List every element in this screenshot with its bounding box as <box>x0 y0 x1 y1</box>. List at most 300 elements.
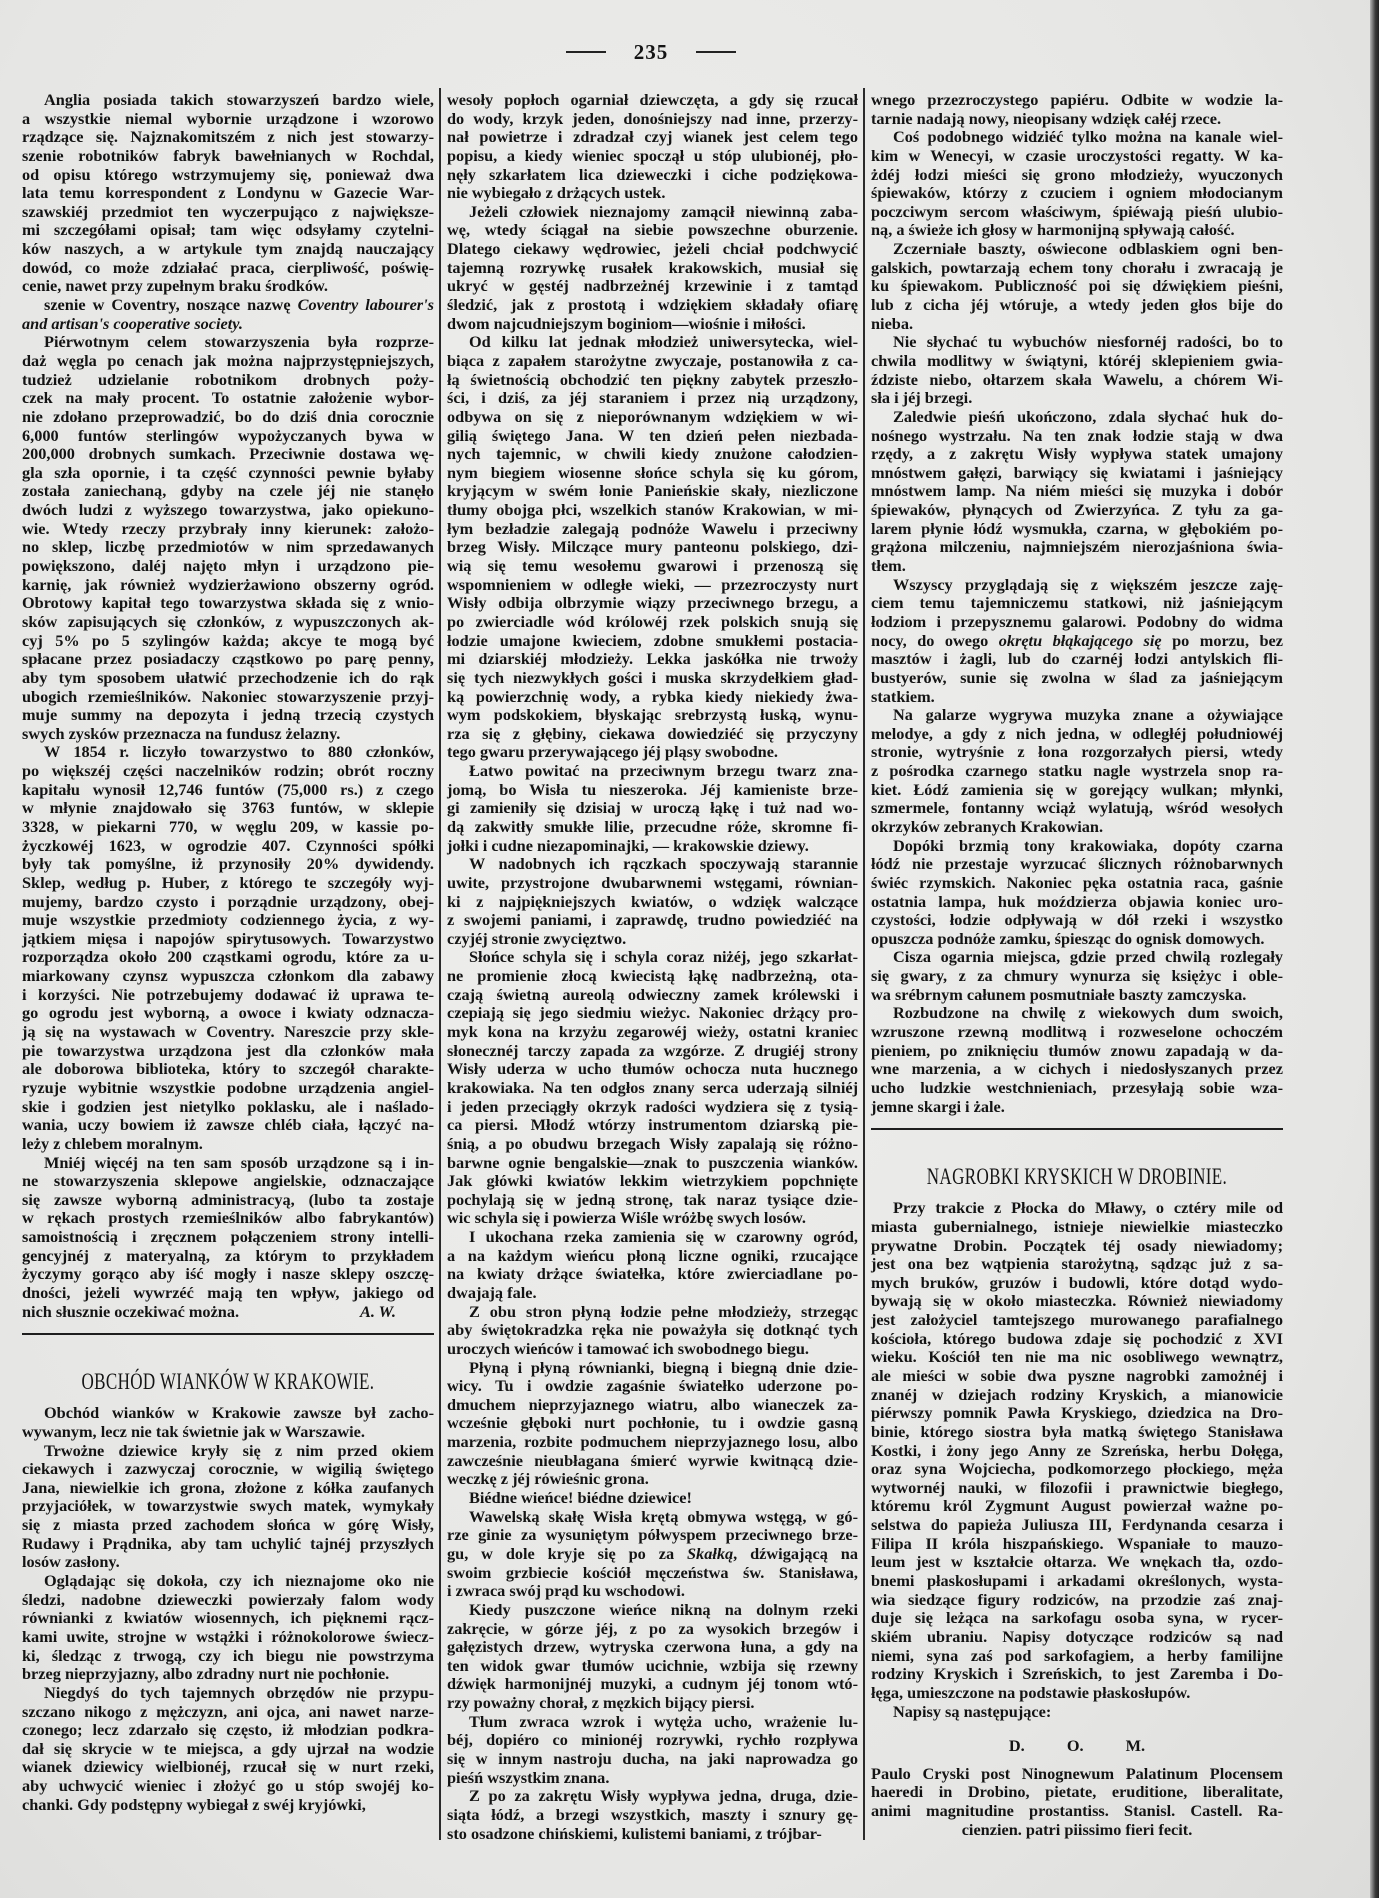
text-line: w młynie znajdowało się 3763 funtów, w sklepie <box>22 798 434 818</box>
text-line: bustyerów, sunie się zwolna w ślad za jaśniejącym <box>871 667 1283 687</box>
text-line: Cisza ogarnia miejsca, gdzie przed chwilą rozlegały <box>893 947 1283 967</box>
text-line: jest założyciel tamtejszego murowanego parafialnego <box>871 1310 1283 1330</box>
text-line: 3328, w piekarni 770, w węglu 209, w kassie po- <box>22 816 434 836</box>
text-line: poczciwym sercom właściwym, śpiéwają pieśń ulubio- <box>871 201 1283 221</box>
paragraph <box>871 1199 1283 1702</box>
text-line: nał powietrze i zdradzał czyj wianek jest celem tego <box>447 127 858 147</box>
text-line: Słońce schyla się i schyla coraz niżéj, jego szkarłat- <box>469 947 858 967</box>
text-line: ździste niebo, ołtarzem skała Wawelu, a chórem Wi- <box>871 369 1283 389</box>
text-line: kryjącym w swém łonie Panieńskie skały, niezliczone <box>447 481 858 501</box>
text-line: no sklep, liczbę przedmiotów w nim sprzedawanych <box>22 537 434 557</box>
article-title-text: OBCHÓD WIANKÓW W KRAKOWIE. <box>81 1369 375 1395</box>
text-line: siąta łódź, a brzegi wszystkich, maszty i sznury gę- <box>447 1804 858 1824</box>
latin-inscription <box>871 1737 1283 1839</box>
text-line: wnego przezroczystego papiéru. Odbite w wodzie la- <box>871 90 1283 109</box>
text-line: z swojemi paniami, i zaprawdę, trudno powiedziéć na <box>447 910 858 930</box>
text-line: biąca z zapałem starożytne zwyczaje, postanowiła z ca- <box>447 350 858 370</box>
text-line: rze ginie za wysuniętym półwyspem przeciwnego brze- <box>447 1525 858 1545</box>
text-line: czystości, łodzie odpływają w dół rzeki i wszystko <box>871 910 1283 930</box>
text-line: cenie, nawet przy zupełnym braku środków. <box>22 276 328 296</box>
article-block <box>871 91 1283 1116</box>
text-line: wne marzenia, a w cichych i niedosłyszanych przez <box>871 1059 1283 1079</box>
text-line: wania, uczy bowiem iż zawsze chléb ciała, łączyć na- <box>22 1115 434 1135</box>
text-line: nym biegiem wiosenne słońce schyla się ku górom, <box>447 462 858 482</box>
text-line: ostatnia lampa, huk moździerza objawia koniec uro- <box>871 891 1283 911</box>
text-line: jątkiem mięsa i napojów spirytusowych. Towarzystwo <box>22 928 434 948</box>
text-line: gla szła opornie, i ta część czynności pewnie byłaby <box>22 462 434 482</box>
article-separator-rule <box>22 1333 434 1335</box>
text-line: swych zysków przeznacza na fundusz żelazny. <box>22 723 341 743</box>
paragraph <box>447 1228 858 1303</box>
text-line: wytwornéj nauki, w filozofii i prawnictwie biegłego, <box>871 1477 1283 1497</box>
text-line: Biédne wieńce! biédne dziewice! <box>469 1488 692 1508</box>
text-line: znanéj w dziejach rodziny Kryskich, a mianowicie <box>871 1384 1283 1404</box>
text-line: a na każdym wieńcu płoną liczne ogniki, rzucające <box>447 1245 858 1265</box>
text-line: rza się z głębiny, ciekawa dowiedziéć się przyczyny <box>447 723 858 743</box>
paragraph <box>22 743 434 1153</box>
text-line <box>22 296 434 315</box>
text-line: Obrotowy kapitał tego towarzystwa składa się z wnio- <box>22 593 434 613</box>
text-line: kim w Wenecyi, w czasie uroczystości regatty. W ka- <box>871 145 1283 165</box>
text-line: tarnie nadają nowy, nieopisany wdzięk całéj rzece. <box>871 108 1222 128</box>
text-line: czek na mały procent. To ostatnie założenie wybor- <box>22 388 434 408</box>
text-line: ciekawych i zazwyczaj corocznie, w wigilią świętego <box>22 1459 434 1479</box>
text-line: Płyną i płyną równianki, biegną i biegną dnie dzie- <box>469 1357 858 1377</box>
text-segment: nocy, do owego <box>871 630 999 650</box>
paragraph <box>22 296 434 333</box>
text-line: béj, dopiéro co minionéj rozrywki, rychło rozpływa <box>447 1730 858 1750</box>
text-line: uwite, przystrojone dwubarwnemi wstęgami, równian- <box>447 872 858 892</box>
text-line: na kwiaty drżące światełka, które zwierciadlane po- <box>447 1264 858 1284</box>
text-line: ale mieści w sobie dwa pyszne nagrobki zamożnéj i <box>871 1366 1283 1385</box>
text-line: żdéj łodzi mieści się grono młodzieży, wyuczonych <box>871 164 1283 184</box>
text-line: śpiewaków, płynących od Zwierzyńca. Z tyłu za ga- <box>871 500 1283 520</box>
text-line: spłacane przez posiadaczy cząstkowo po parę penny, <box>22 649 434 669</box>
paragraph <box>447 1601 858 1713</box>
text-line: czają świetną aureolą odwieczny zamek królewski i <box>447 984 858 1004</box>
paragraph <box>447 762 858 855</box>
text-line: Wisły uderza w ucho tłumów ochocza nuta hucznego <box>447 1059 858 1079</box>
text-line: ne promienie złocą kwiecistą łąkę nadbrzeżną, ota- <box>447 966 858 986</box>
page-number-dash-right <box>696 51 736 53</box>
text-line: piérwszy pomnik Pawła Kryskiego, dziedzica na Dro- <box>871 1403 1283 1423</box>
text-line: cyj 5% po 5 szylingów każda; akcye te mogą być <box>22 630 434 650</box>
text-line: Anglia posiada takich stowarzyszeń bardzo wiele, <box>44 90 434 109</box>
text-line: okrzyków zebranych Krakowian. <box>871 816 1104 836</box>
text-line: pie towarzystwa urządzona jest dla członków mała <box>22 1040 434 1060</box>
text-line: opuszcza podnóże zamku, śpiesząc do ognisk domowych. <box>871 928 1265 948</box>
text-line: nie zdołano przeprowadzić, bo do dziś dnia corocznie <box>22 406 434 426</box>
column-divider <box>863 88 865 1840</box>
paragraph <box>447 91 858 203</box>
text-line: leży z chlebem moralnym. <box>22 1133 203 1153</box>
text-line: pieniem, po zniknięciu tłumów znowu zapadają w da- <box>871 1040 1283 1060</box>
text-line: wym podskokiem, błyskając srebrzystą łuską, wynu- <box>447 705 858 725</box>
text-line: mujemy, bardzo czysto i porządnie urządzony, obej- <box>22 891 434 911</box>
text-line: melodye, a gdy z nich jedna, w odległéj południowéj <box>871 723 1283 743</box>
text-line: mych bruków, gruzów i budowli, które dotąd wydo- <box>871 1272 1283 1292</box>
paragraph <box>871 240 1283 333</box>
text-line: życzymy gorąco aby iść mogły i nasze sklepy oszczę- <box>22 1264 434 1284</box>
text-line: i korzyści. Nie potrzebujemy dodawać iż uprawa te- <box>22 984 434 1004</box>
text-line: Przy trakcie z Płocka do Mławy, o cztéry mile od <box>893 1198 1283 1218</box>
text-line: sto osadzone chińskiemi, kulistemi baniami, z trójbar- <box>447 1823 822 1843</box>
text-line: Wszyscy przyglądają się z większém jeszcze zaję- <box>893 574 1283 594</box>
text-line: gi zamieniły się dzisiaj w uroczą łąkę i tuż nad wo- <box>447 798 858 818</box>
paragraph <box>871 706 1283 836</box>
text-line: były tak pomyślne, iż przynosiły 20% dywidendy. <box>22 854 434 874</box>
text-line: miarkowany czynsz wypuszcza członkom dla zabawy <box>22 966 434 986</box>
text-line: śledzić, jak z prostotą i wdziękiem składały ofiarę <box>447 295 858 315</box>
text-line: czepiają się jego siedmiu wieżyc. Nakoniec drżący pro- <box>447 1003 858 1023</box>
page-edge-shadow <box>1370 0 1379 1898</box>
text-line: ku śpiewakom. Publiczność poi się dźwiękiem pieśni, <box>871 276 1283 296</box>
inscription-line: cienzien. patri piissimo fieri fecit. <box>961 1819 1193 1839</box>
page-number-dash-left <box>566 51 606 53</box>
text-line: wic schyla się i powierza Wiśle wróżbę swych losów. <box>447 1208 806 1228</box>
column-right <box>871 91 1283 1839</box>
text-line: swoim grzbiecie kościół męczeństwa św. Stanisława, <box>447 1562 858 1582</box>
text-line: Zczerniałe baszty, oświecone odblaskiem ogni ben- <box>893 239 1283 259</box>
text-line: zawcześnie nieubłagana śmierć wyrwie kwitnącą dzie- <box>447 1450 858 1470</box>
paragraph <box>22 1442 434 1572</box>
text-line: łodzie umajone kwieciem, zdobne smukłemi postacia- <box>447 630 858 650</box>
text-line: łódź nie przestaje wyrzucać ślicznych różnobarwnych <box>871 854 1283 874</box>
text-line: szczano nikogo z mężczyzn, ani ojca, ani nawet narze- <box>22 1701 434 1721</box>
italic-text: okrętu błąkającego się <box>998 630 1162 650</box>
text-segment: gu, w dole kryje się po za <box>447 1543 687 1563</box>
text-line: skie i godzien jest nietylko poklasku, ale i naślado- <box>22 1096 434 1116</box>
text-line: Dlatego ciekawy wędrowiec, jeżeli chciał podchwycić <box>447 239 858 259</box>
text-line: czyjéj stronie zwycięztwo. <box>447 928 627 948</box>
text-line: wianek dziewicy wielbionéj, rzucał się w nurt rzeki, <box>22 1757 434 1777</box>
text-segment: szenie w Coventry, noszące nazwę <box>44 295 298 315</box>
paragraph <box>871 1004 1283 1116</box>
text-line: ten widok gwar tłumów ucichnie, wzbija się rzewny <box>447 1655 858 1675</box>
inscription-heading: D. O. M. <box>1008 1736 1146 1756</box>
text-line: szmermele, fontanny wciąż wylatują, wśród wesołych <box>871 798 1283 818</box>
text-line: miasta gubernialnego, istnieje niewielkie miasteczko <box>871 1216 1283 1236</box>
text-line: skiém ubraniu. Napisy dotyczące rodziców są nad <box>871 1626 1283 1646</box>
author-signature: A. W. <box>359 1301 396 1321</box>
text-line: szenie robotników fabryk bawełnianych w Rochdal, <box>22 145 434 165</box>
text-line: życzkowéj 1623, w ogrodzie 407. Czynności spółki <box>22 835 434 855</box>
text-line: gilią świętego Jana. W ten dzień pełen niezbada- <box>447 425 858 445</box>
text-line: tudzież udzielanie robotnikom drobnych poży- <box>22 369 434 389</box>
article-block <box>447 91 858 1843</box>
italic-text: Coventry labourer's <box>297 295 434 315</box>
text-line: świéc rzymskich. Nakoniec pęka ostatnia raca, gaśnie <box>871 872 1283 892</box>
text-line: szawskiéj przedmiot ten wyczerpująco z największe- <box>22 201 434 221</box>
text-line: i jeden przeciągły okrzyk radości wydziera się z tysią- <box>447 1096 858 1116</box>
text-line: wspomnieniem w odległe wieki, — przezroczysty nurt <box>447 574 858 594</box>
text-line: duje się leżąca na sarkofagu osoba syna, w rycer- <box>871 1608 1283 1628</box>
text-line: wa srébrnym całunem posmutniałe baszty zamczyska. <box>871 984 1247 1004</box>
text-line: z pośrodka czarnego statku nagle wystrzela snop ra- <box>871 761 1283 781</box>
paragraph <box>22 1404 434 1441</box>
text-line: tego gwaru przerywającego jéj pląsy swobodne. <box>447 742 778 762</box>
text-line: wę, wtedy ściągał na siebie powszechne oburzenie. <box>447 220 858 240</box>
paragraph <box>22 333 434 743</box>
paragraph <box>871 91 1283 128</box>
text-line: samoistnością i zręcznem połączeniem strony intelli- <box>22 1227 434 1247</box>
text-line: barwne ognie bengalskie—znak to puszczenia wianków. <box>447 1152 858 1172</box>
paragraph <box>22 1684 434 1814</box>
text-line: kapitału wynosił 12,746 funtów (75,000 rs.) z czego <box>22 779 434 799</box>
text-line: przyjaciółek, w towarzystwie swych matek, wymykały <box>22 1496 434 1516</box>
text-line: dowód, co może zdziałać praca, cierpliwość, poświę- <box>22 257 434 277</box>
text-line: Oglądając się dokoła, czy ich nieznajome oko nie <box>44 1571 434 1591</box>
text-line: karnię, jak również wydzierżawiono obszerny ogród. <box>22 574 434 594</box>
text-line: lub z cicha jéj wtóruje, a wtedy jeden głos bije do <box>871 295 1283 315</box>
text-line: brzeg nieprzyjazny, albo zdradny nurt nie pochłonie. <box>22 1664 390 1684</box>
text-line: jołki i cudne niezapominajki, — krakowskie dziewy. <box>447 835 809 855</box>
column-middle <box>447 91 858 1843</box>
text-line: Napisy są następujące: <box>893 1701 1052 1721</box>
text-line: dności, jeżeli wywrzéć mają ten wpływ, jakiego od <box>22 1283 434 1302</box>
text-line: ków naszych, a w artykule tym znajdą nauczający <box>22 239 434 259</box>
text-line: Coś podobnego widziéć tylko można na kanale wiel- <box>893 127 1283 147</box>
paragraph <box>447 1713 858 1788</box>
text-line: się z miasta przed zachodem słońca w górę Wisły, <box>22 1515 434 1535</box>
text-line: galskich, powtarzają echem tony chorału i zwracają je <box>871 257 1283 277</box>
paragraph <box>447 855 858 948</box>
article-title-text: NAGROBKI KRYSKICH W DROBINIE. <box>926 1164 1228 1190</box>
paragraph <box>447 333 858 762</box>
text-line: dwajają fale. <box>447 1283 537 1302</box>
text-line: masztów i żagli, lub do czarnéj łodzi antylskich fli- <box>871 649 1283 669</box>
text-line: wicy. Tu i owdzie zagaśnie światełko uderzone po- <box>447 1376 858 1396</box>
article-separator-rule <box>871 1128 1283 1130</box>
text-line: Tłum zwraca wzrok i wytęża ucho, wrażenie lu- <box>469 1711 858 1731</box>
text-line: po zwierciadle wód królowéj rzek polskich snują się <box>447 611 858 631</box>
text-line: gałęzistych drzew, wytryska czerwona łuna, a gdy na <box>447 1637 858 1657</box>
text-line: została zaniechaną, gdyby na czele jéj nie stanęło <box>22 481 434 501</box>
article-title <box>22 1369 434 1395</box>
text-line: Piérwotnym celem stowarzyszenia była rozprze- <box>44 332 434 352</box>
text-line: dźwięk harmonijnéj muzyki, a cudnym jéj tonom wtó- <box>447 1674 858 1694</box>
text-line: gencyjnéj z materyalną, za którym to przykładem <box>22 1245 434 1265</box>
text-line: bnemi płaskosłupami i arkadami określonych, wysta- <box>871 1571 1283 1591</box>
text-line: do wody, krzyk jeden, donośniejszy nad inne, przerzy- <box>447 108 858 128</box>
text-line: Od kilku lat jednak młodzież uniwersytecka, wiel- <box>469 332 858 352</box>
text-line: Kostki, i żony jego Anny ze Szreńska, herbu Dołęga, <box>871 1440 1283 1460</box>
text-line: któremu król Zygmunt August powierzał ważne po- <box>871 1496 1283 1516</box>
text-line: mnóstwem lamp. Na niém mieści się muzyka i dobór <box>871 481 1283 501</box>
text-line: od opisu którego wstrzymujemy się, ponieważ dwa <box>22 164 434 184</box>
text-line: 200,000 drobnych sumkach. Przeciwnie dostawa wę- <box>22 444 434 464</box>
text-line: Z obu stron płyną łodzie pełne młodzieży, strzegąc <box>469 1301 858 1321</box>
text-line: chwila modlitwy w świątyni, któréj sklepieniem gwia- <box>871 350 1283 370</box>
text-line: ki z najpiękniejszych kwiatów, o wdzięk walczące <box>447 891 858 911</box>
text-line: Zaledwie pieśń ukończono, zdala słychać huk do- <box>893 406 1283 426</box>
text-line: Z po za zakrętu Wisły wypływa jedna, druga, dzie- <box>469 1786 858 1806</box>
text-line: łęga, umieszczone na podstawie płaskosłupów. <box>871 1682 1191 1702</box>
text-line: wywanym, lecz nie tak świetnie jak w Warszawie. <box>22 1421 365 1441</box>
paragraph <box>22 1154 434 1322</box>
text-line: kami uwite, strojne w wstążki i różnokolorowe świecz- <box>22 1626 434 1646</box>
paragraph <box>447 1303 858 1359</box>
text-line: grążona milczeniu, najmniejszém nierozjaśniona świa- <box>871 537 1283 557</box>
text-line: ryzuje wybitnie wszystkie podobne urządzenia angiel- <box>22 1077 434 1097</box>
text-line: Wisły odbija olbrzymie wiązy przeciwnego brzegu, a <box>447 593 858 613</box>
text-line: po większéj części naczelników rodzin; obrót roczny <box>22 761 434 781</box>
text-line: czonego; lecz zdarzało się często, iż młodzian podkra- <box>22 1720 434 1740</box>
text-line: muje wszystkie przedmioty codziennego życia, z wy- <box>22 910 434 930</box>
text-line: dą zakwitły smukłe lilie, przecudne róże, skromne fi- <box>447 816 858 836</box>
paragraph <box>871 408 1283 576</box>
text-line: Rudawy i Prądnika, aby tam uchylić tajnéj przyszłych <box>22 1533 434 1553</box>
text-line: wesoły popłoch ogarniał dziewczęta, a gdy się rzucał <box>447 90 858 109</box>
text-line: mi szczegółami opisał; tam więc odsyłamy czytelni- <box>22 220 434 240</box>
text-line: zakręcie, w górze jéj, z po za wysokich brzegów i <box>447 1618 858 1638</box>
text-line: Mniéj więcéj na ten sam sposób urządzone są i in- <box>44 1152 434 1172</box>
article-title <box>871 1164 1283 1190</box>
inscription-line: Paulo Cryski post Ninognewum Palatinum Plocensem <box>871 1763 1283 1783</box>
text-line: łodziom i przepysznemu galarowi. Podobny do widma <box>871 611 1283 631</box>
text-line: uroczych wieńców i tamować ich swobodnego biegu. <box>447 1338 809 1358</box>
text-line: a wszystkie niemal wybornie urządzone i wzorowo <box>22 108 434 128</box>
text-line: tajemną rozrywkę rusałek krakowskich, musiał się <box>447 257 858 277</box>
text-line: Sklep, według p. Huber, z którego te szczegóły wyj- <box>22 872 434 892</box>
text-line: rzędy, a z zakrętu Wisły wypływa statek umajony <box>871 444 1283 464</box>
italic-text: and artisan's cooperative society. <box>22 313 243 333</box>
text-line: nęły szkarłatem lica dzieweczki i ciche podziękowa- <box>447 164 858 184</box>
text-line: nośnego wystrzału. Na ten znak łodzie stają w dwa <box>871 425 1283 445</box>
paragraph <box>871 576 1283 706</box>
text-line: larem płynie łódź wysmukła, czarna, w głębokiém po- <box>871 518 1283 538</box>
text-line: łą świetnością obchodzić ten piękny zabytek przeszło- <box>447 369 858 389</box>
text-line: Obchód wianków w Krakowie zawsze był zacho- <box>44 1403 434 1423</box>
text-line: dwóch ludzi z wyższego towarzystwa, jako opiekuno- <box>22 500 434 520</box>
text-line: Kiedy puszczone wieńce nikną na dolnym rzeki <box>469 1599 858 1619</box>
text-line: Nie słychać tu wybuchów niesfornéj radości, bo to <box>893 332 1283 352</box>
text-line: dmuchem nieprzyjaznego wiatru, albo wianeczek za- <box>447 1394 858 1414</box>
text-line: jomą, bo Wisła tu nieszeroka. Jéj kamieniste brze- <box>447 779 858 799</box>
text-line: pieśń wszystkim znana. <box>447 1767 610 1787</box>
text-line: Jeżeli człowiek nieznajomy zamącił niewinną zaba- <box>469 201 858 221</box>
text-line: ją się na wystawach w Coventry. Nareszcie przy skle- <box>22 1022 434 1042</box>
text-line: ca piersi. Młodź wtórzy instrumentom dziarską pie- <box>447 1115 858 1135</box>
text-line: Dopóki brzmią tony krakowiaka, dopóty czarna <box>893 835 1283 855</box>
text-line: rodziny Kryskich i Szreńskich, to jest Zaremba i Do- <box>871 1664 1283 1684</box>
text-line: bywają się w około miasteczka. Również niewiadomy <box>871 1291 1283 1311</box>
text-line: binie, którego siostra była matką świętego Stanisława <box>871 1421 1283 1441</box>
text-segment: po morzu, bez <box>1161 630 1284 650</box>
text-line: wią się temu wesołemu gwarowi i przenoszą się <box>447 556 858 576</box>
text-line: oraz syna Wojciecha, podkomorzego płockiego, męża <box>871 1459 1283 1479</box>
text-line: nie wybiegało z drżących ustek. <box>447 183 666 203</box>
inscription-line: haeredi in Drobino, pietate, eruditione, liberalitate, <box>871 1782 1283 1802</box>
text-line: niemi, syna zaś pod sarkofagiem, a herby familijne <box>871 1645 1283 1665</box>
text-line: go ogrodu jest wyborną, a owoce i kwiaty odznacza- <box>22 1003 434 1023</box>
text-line: odbywa on się z nieporównanym wdziękiem w wi- <box>447 406 858 426</box>
text-line: mi dziarskiéj młodzieży. Lekka jaskółka nie trwoży <box>447 649 858 669</box>
text-line: aby świętokradzka ręka nie poważyła się dotknąć tych <box>447 1320 858 1340</box>
text-line: popisu, a kiedy wieniec spoczął u stóp ulubionéj, pło- <box>447 145 858 165</box>
text-line: jemne skargi i żale. <box>871 1096 1005 1116</box>
paragraph <box>22 1572 434 1684</box>
paragraph <box>871 333 1283 408</box>
text-line: prywatne Drobin. Początek téj osady niewiadomy; <box>871 1235 1283 1255</box>
text-line: ciem temu tajemniczemu statkowi, niż jaśniejącym <box>871 593 1283 613</box>
article-block <box>22 1333 434 1814</box>
text-line: aby uchwycić wieniec i złożyć go u stóp swojéj ko- <box>22 1776 434 1796</box>
paragraph <box>871 948 1283 1004</box>
text-line: sła i jéj brzegi. <box>871 388 973 408</box>
text-line: marzenia, rozbite podmuchem nieprzyjaznego losu, albo <box>447 1432 858 1452</box>
text-line: Wawelską skałę Wisła krętą obmywa wstęgą, w gó- <box>469 1506 858 1526</box>
text-line: ucho ludzkie westchnieniach, przesyłają sobie wza- <box>871 1077 1283 1097</box>
text-line: pochylają się w jedną stronę, tak naraz tysiące dzie- <box>447 1189 858 1209</box>
column-divider <box>439 88 441 1840</box>
text-line: wia siedzące figury rodziców, na przodzie zaś znaj- <box>871 1589 1283 1609</box>
text-line: wzruszone rzewną modlitwą i rozweselone ochoczém <box>871 1022 1283 1042</box>
text-line: jest ona bez wątpienia starożytną, sądząc już z sa- <box>871 1254 1283 1274</box>
text-line: ukryć w gęstéj nadbrzeżnéj krzewinie i z tamtąd <box>447 276 858 296</box>
text-line: ści, i dziś, za jéj staraniem i przez nią urządzony, <box>447 388 858 408</box>
text-line: Trwożne dziewice kryły się z nim przed okiem <box>44 1440 434 1460</box>
text-line: łym bezładzie zalegają podnóże Wawelu i przeciwny <box>447 518 858 538</box>
text-line: Na galarze wygrywa muzyka znane a ożywiające <box>893 705 1283 725</box>
text-line: I ukochana rzeka zamienia się w czarowny ogród, <box>469 1227 858 1247</box>
text-line <box>22 1303 434 1322</box>
paragraph <box>871 837 1283 949</box>
paragraph <box>447 1508 858 1601</box>
text-line: selstwa do papieża Juliusza III, Ferdynanda cesarza i <box>871 1515 1283 1535</box>
text-line: sków zapisujących się członków, z wypuszczonych ak- <box>22 611 434 631</box>
text-line <box>447 1545 858 1564</box>
text-line: tłem. <box>871 556 906 576</box>
paragraph <box>447 1489 858 1508</box>
text-line: leum jest w kształcie ołtarza. We wnękach tła, ozdo- <box>871 1552 1283 1572</box>
paragraph <box>447 1359 858 1489</box>
text-line: rozporządza około 200 cząstkami ogrodu, które za u- <box>22 947 434 967</box>
column-left <box>22 91 434 1814</box>
text-line: ubogich rzemieślników. Nakoniec stowarzyszenie przyj- <box>22 686 434 706</box>
text-line: w rękach prostych rzemieślników albo fabrykantów) <box>22 1208 434 1228</box>
text-line: tłumy obojga płci, wszelkich stanów Krakowian, w mi- <box>447 500 858 520</box>
text-segment: nich słusznie oczekiwać można. <box>22 1301 240 1321</box>
paragraph <box>871 128 1283 240</box>
text-line: chanki. Gdy podstępny wybiegał z swéj kryjówki, <box>22 1794 366 1814</box>
text-line: dał się skrycie w te miejsca, a gdy ujrzał na wodzie <box>22 1738 434 1758</box>
text-line: się tych niezwykłych gości i muska skrzydełkiem gład- <box>447 667 858 687</box>
text-line: dwom najcudniejszym boginiom—wiośnie i miłości. <box>447 313 806 333</box>
text-line: się zawsze wyborną administracyą, (lubo ta zostaje <box>22 1189 434 1209</box>
text-line: Filipa II króla hiszpańskiego. Wspaniałe to mauzo- <box>871 1533 1283 1553</box>
text-line: lata temu korrespondent z Londynu w Gazecie War- <box>22 183 434 203</box>
text-line: ki, śledząc z trwogą, czy ich biegu nie powstrzyma <box>22 1645 434 1665</box>
text-line: weczkę z jéj rówieśnic grona. <box>447 1469 649 1489</box>
text-line: ne stowarzyszenia sklepowe angielskie, odznaczające <box>22 1171 434 1191</box>
text-line: Jana, niewielkie ich grona, złożone z kółka zaufanych <box>22 1477 434 1497</box>
text-line: wie. Wtedy rzeczy przybrały inny kierunek: założo- <box>22 518 434 538</box>
paragraph <box>447 1787 858 1843</box>
text-line: myk kona na krzyżu zegarowéj wieży, ostatni kraniec <box>447 1022 858 1042</box>
text-line: mnóstwem gałęzi, barwiący się kwiatami i jaśniejący <box>871 462 1283 482</box>
inscription-line: animi magnitudine prostantiss. Stanisl. Castell. Ra- <box>871 1801 1283 1821</box>
paragraph <box>447 203 858 333</box>
text-line: brzeg Wisły. Milczące mury panteonu polskiego, dzi- <box>447 537 858 557</box>
text-line: losów zasłony. <box>22 1552 120 1572</box>
text-line: stronie, wytryśnie z łona rozgorzałych piersi, wtedy <box>871 742 1283 762</box>
text-line: daż węgla po cenach jak można najprzystępniejszych, <box>22 350 434 370</box>
text-line: Jak główki kwiatów lekkim wietrzykiem popchnięte <box>447 1171 858 1191</box>
text-line: ną, a świeże ich głosy w harmonijną spływają całość. <box>871 220 1235 240</box>
text-line: W 1854 r. liczyło towarzystwo to 880 członków, <box>44 742 434 762</box>
text-line: rządzące się. Najznakomitszém z nich jest stowarzy- <box>22 127 434 147</box>
